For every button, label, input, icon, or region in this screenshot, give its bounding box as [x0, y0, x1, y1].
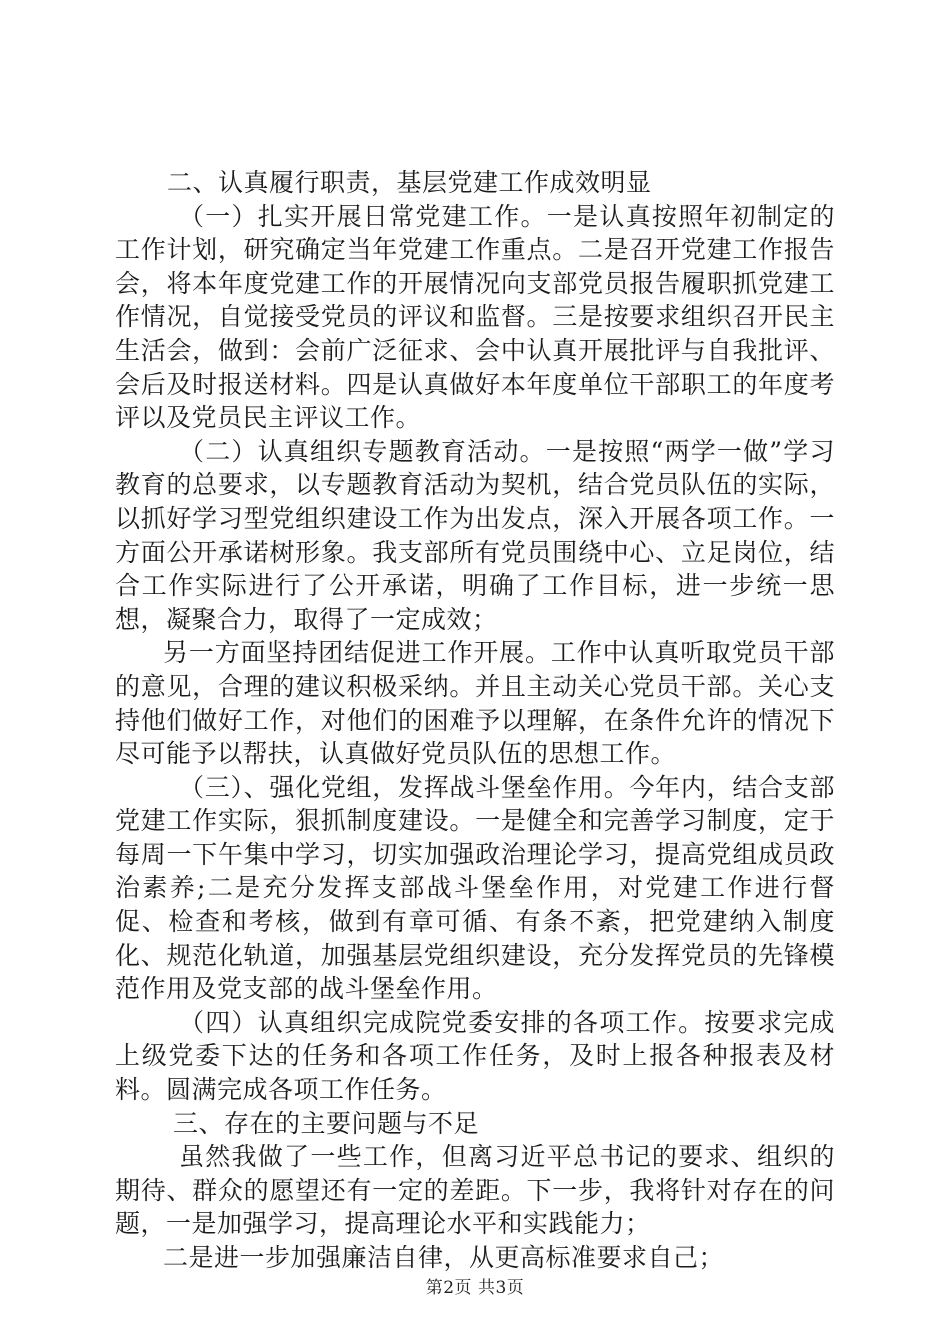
paragraph-shortcomings: 虽然我做了一些工作，但离习近平总书记的要求、组织的期待、群众的愿望还有一定的差距。下一步，我将针对存在的问题，一是加强学习，提高理论水平和实践能力；	[115, 1142, 835, 1239]
paragraph-complete-tasks: （四）认真组织完成院党委安排的各项工作。按要求完成上级党委下达的任务和各项工作任务，及时上报各种报表及材料。圆满完成各项工作任务。	[115, 1007, 835, 1105]
section-heading-3: 三、存在的主要问题与不足	[173, 1108, 480, 1138]
document-body	[115, 166, 835, 1275]
paragraph-special-education: （二）认真组织专题教育活动。一是按照“两学一做”学习教育的总要求，以专题教育活动为契机，结合党员队伍的实际，以抓好学习型党组织建设工作为出发点，深入开展各项工作。一方面公开承诺树形象。我支部所有党员围绕中心、立足岗位，结合工作实际进行了公开承诺，明确了工作目标，进一步统一思想，凝聚合力，取得了一定成效；	[115, 436, 835, 634]
paragraph-self-discipline: 二是进一步加强廉洁自律，从更高标准要求自己；	[163, 1243, 725, 1272]
paragraph-strengthen-party-group: （三）、强化党组，发挥战斗堡垒作用。今年内，结合支部党建工作实际，狠抓制度建设。一是健全和完善学习制度，定于每周一下午集中学习，切实加强政治理论学习，提高党组成员政治素养;二是充分发挥支部战斗堡垒作用，对党建工作进行督促、检查和考核，做到有章可循、有条不紊，把党建纳入制度化、规范化轨道，加强基层党组织建设，充分发挥党员的先锋模范作用及党支部的战斗堡垒作用。	[115, 772, 835, 1004]
page-number-footer: 第2页 共3页	[425, 1278, 525, 1298]
paragraph-daily-party-work: （一）扎实开展日常党建工作。一是认真按照年初制定的工作计划，研究确定当年党建工作重点。二是召开党建工作报告会，将本年度党建工作的开展情况向支部党员报告履职抓党建工作情况，自觉接受党员的评议和监督。三是按要求组织召开民主生活会，做到：会前广泛征求、会中认真开展批评与自我批评、会后及时报送材料。四是认真做好本年度单位干部职工的年度考评以及党员民主评议工作。	[115, 201, 835, 433]
paragraph-unity-promotion: 另一方面坚持团结促进工作开展。工作中认真听取党员干部的意见，合理的建议积极采纳。并且主动关心党员干部。关心支持他们做好工作，对他们的困难予以理解，在条件允许的情况下尽可能予以帮扶，认真做好党员队伍的思想工作。	[115, 638, 835, 769]
section-heading-2: 二、认真履行职责，基层党建工作成效明显	[167, 168, 652, 197]
